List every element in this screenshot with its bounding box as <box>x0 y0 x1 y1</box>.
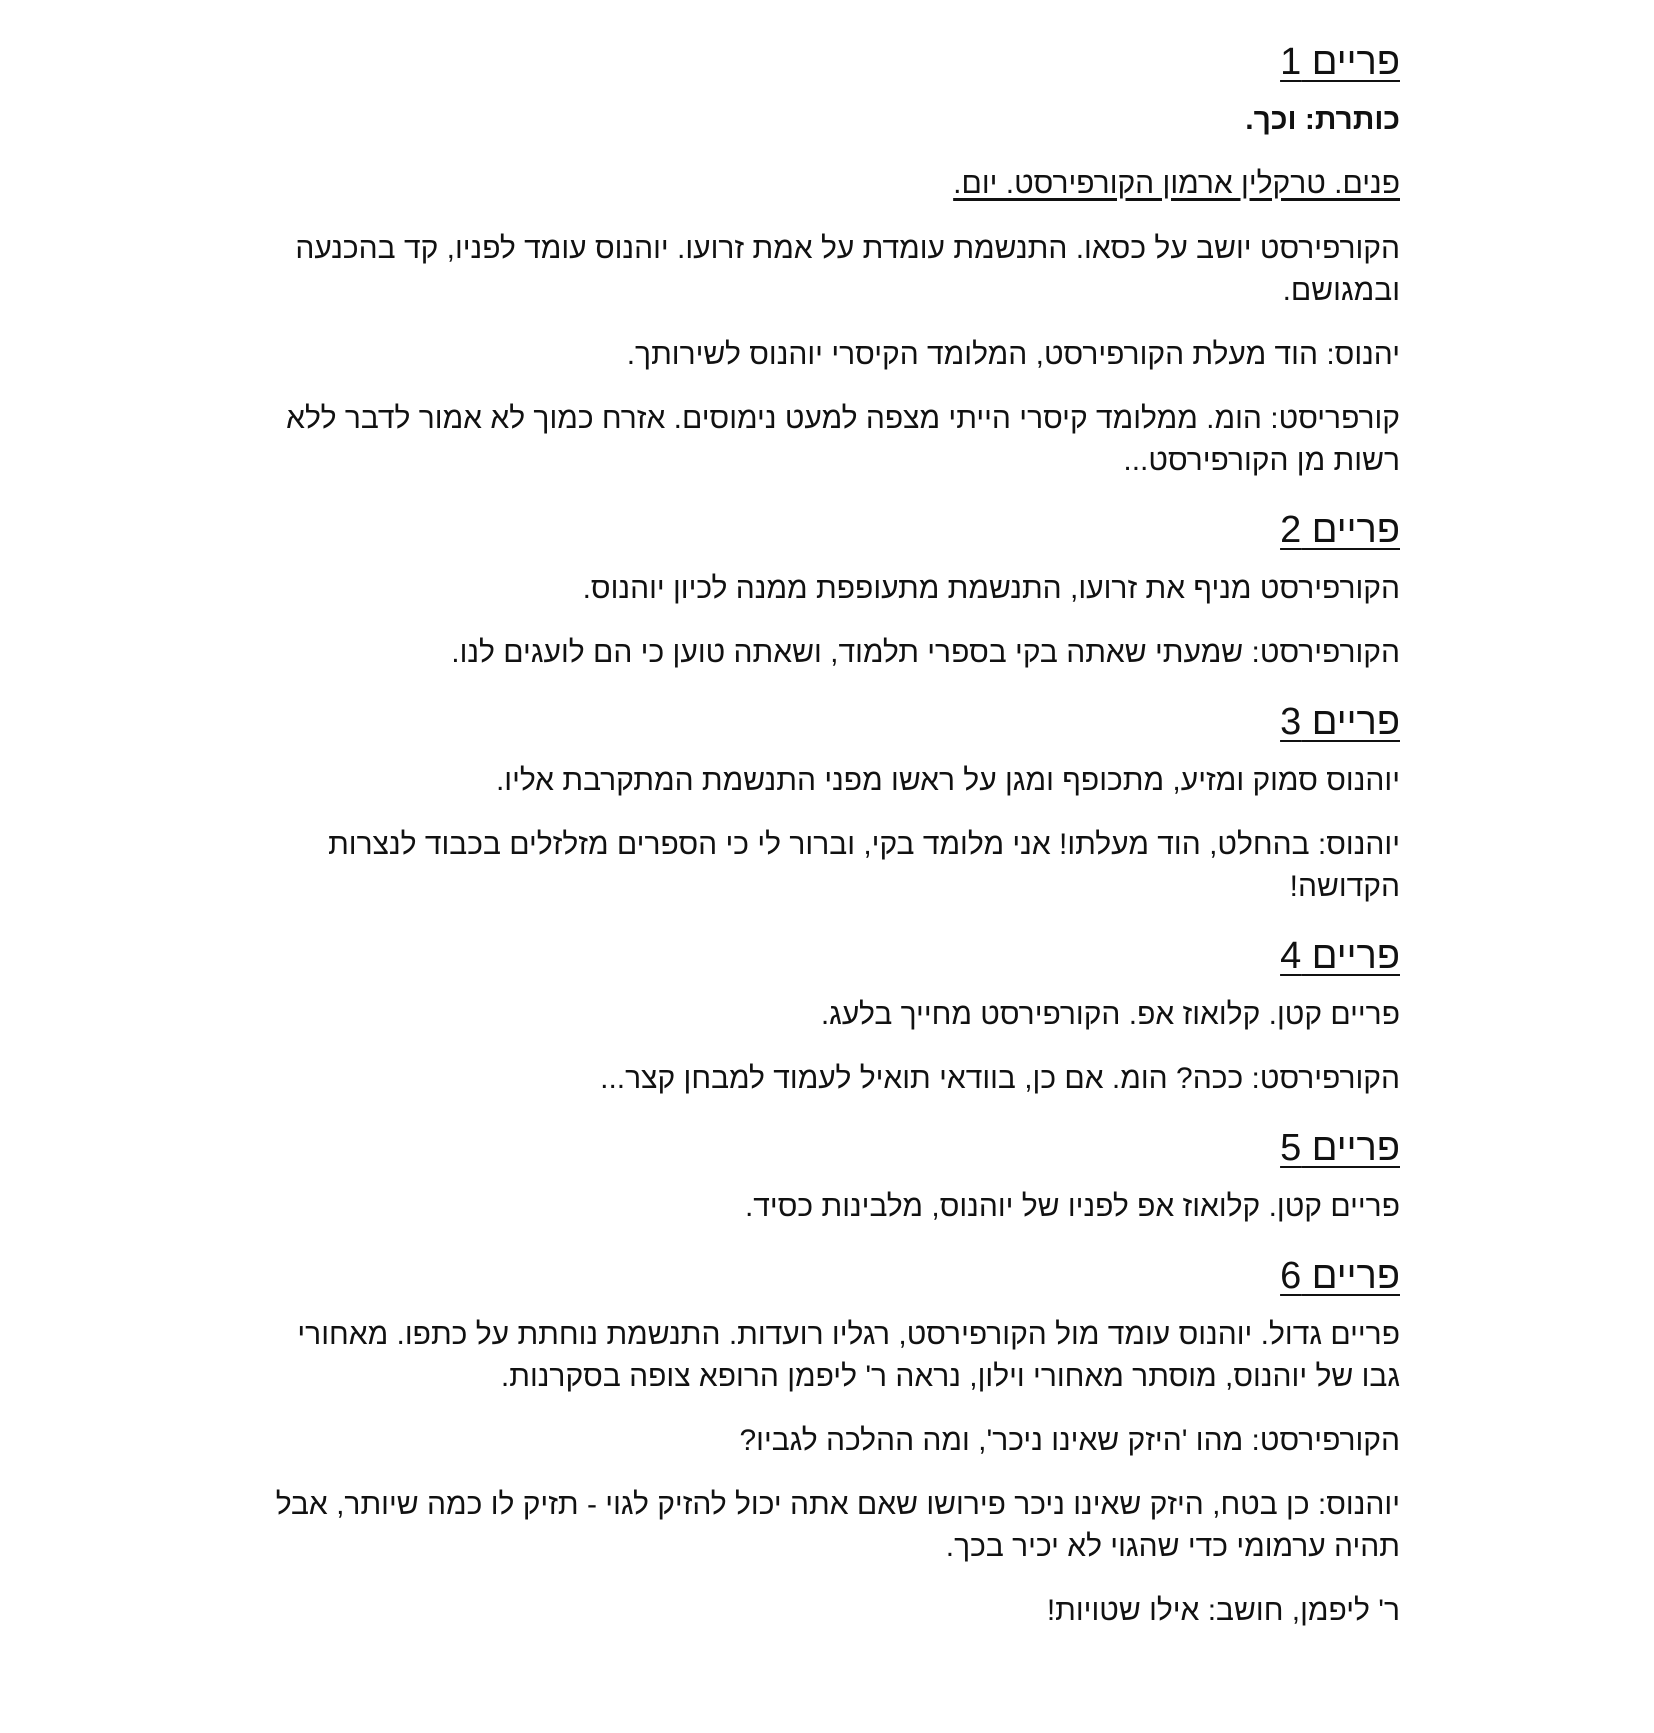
script-document <box>252 38 1400 1654</box>
frame-5 <box>252 1124 1400 1228</box>
action-line: הקורפירסט מניף את זרועו, התנשמת מתעופפת ממנה לכיון יוהנוס. <box>582 572 1400 605</box>
frame-heading: פריים 1 <box>1280 41 1400 83</box>
action-line: יוהנוס סמוק ומזיע, מתכופף ומגן על ראשו מפני התנשמת המתקרבת אליו. <box>495 764 1400 797</box>
dialogue-line: יוהנוס: כן בטח, היזק שאינו ניכר פירושו שאם אתה יכול להזיק לגוי - תזיק לו כמה שיותר, אבל תהיה ערמומי כדי שהגוי לא יכיר בכך. <box>275 1488 1400 1563</box>
frame-4 <box>252 932 1400 1100</box>
dialogue-line: יוהנוס: בהחלט, הוד מעלתו! אני מלומד בקי, וברור לי כי הספרים מזלזלים בכבוד לנצרות הקדושה! <box>328 828 1400 903</box>
frame-heading: פריים 2 <box>1280 509 1400 551</box>
frame-heading: פריים 5 <box>1280 1127 1400 1169</box>
action-line: פריים קטן. קלואוז אפ לפניו של יוהנוס, מלבינות כסיד. <box>744 1190 1400 1223</box>
dialogue-line: ר' ליפמן, חושב: אילו שטויות! <box>1046 1594 1400 1627</box>
scene-heading: פנים. טרקלין ארמון הקורפירסט. יום. <box>953 167 1400 200</box>
dialogue-line: יהנוס: הוד מעלת הקורפירסט, המלומד הקיסרי יוהנוס לשירותך. <box>626 338 1400 371</box>
dialogue-line: קורפריסט: הומ. ממלומד קיסרי הייתי מצפה למעט נימוסים. אזרח כמוך לא אמור לדבר ללא רשות מן הקורפירסט... <box>286 402 1400 477</box>
dialogue-line: הקורפירסט: מהו 'היזק שאינו ניכר', ומה ההלכה לגביו? <box>739 1424 1400 1457</box>
frame-heading: פריים 6 <box>1280 1255 1400 1297</box>
action-line: פריים קטן. קלואוז אפ. הקורפירסט מחייך בלעג. <box>820 998 1400 1031</box>
title-line: כותרת: וכך. <box>1245 103 1400 136</box>
frame-heading: פריים 4 <box>1280 935 1400 977</box>
frame-3 <box>252 698 1400 908</box>
dialogue-line: הקורפירסט: שמעתי שאתה בקי בספרי תלמוד, ושאתה טוען כי הם לועגים לנו. <box>451 636 1400 669</box>
frame-6 <box>252 1252 1400 1632</box>
dialogue-line: הקורפירסט: ככה? הומ. אם כן, בוודאי תואיל לעמוד למבחן קצר... <box>600 1062 1400 1095</box>
frame-heading: פריים 3 <box>1280 701 1400 743</box>
frame-1 <box>252 38 1400 482</box>
action-line: פריים גדול. יוהנוס עומד מול הקורפירסט, רגליו רועדות. התנשמת נוחתת על כתפו. מאחורי גבו של יוהנוס, מוסתר מאחורי וילון, נראה ר' ליפמן הרופא צופה בסקרנות. <box>297 1318 1400 1393</box>
frame-2 <box>252 506 1400 674</box>
action-line: הקורפירסט יושב על כסאו. התנשמת עומדת על אמת זרועו. יוהנוס עומד לפניו, קד בהכנעה ובמגושם. <box>295 232 1400 307</box>
